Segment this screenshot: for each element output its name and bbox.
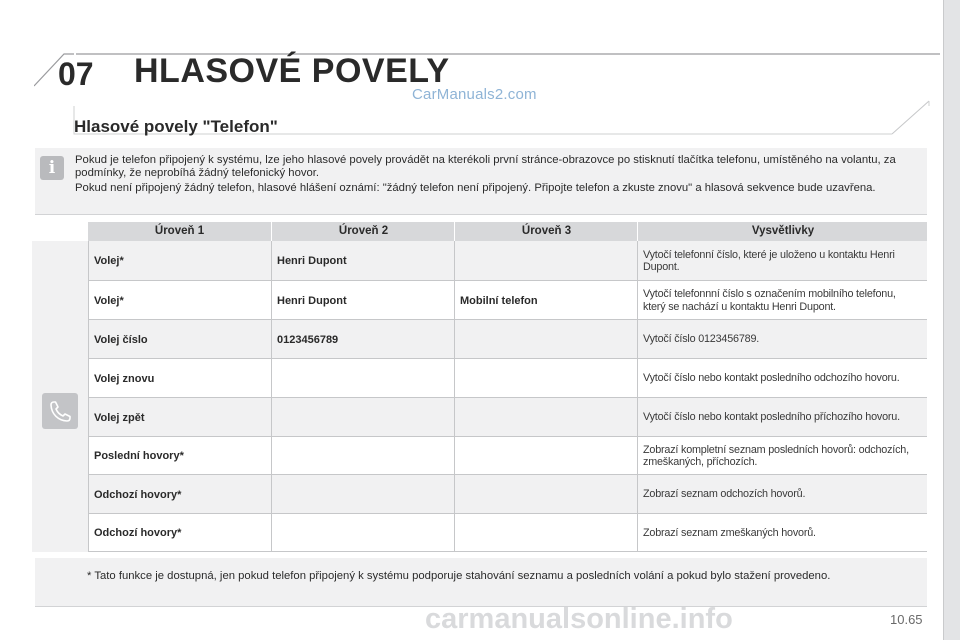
explanation-cell: Vytočí číslo nebo kontakt posledního příchozího hovoru. bbox=[643, 411, 900, 424]
level2-cell: Henri Dupont bbox=[277, 294, 347, 307]
page-number: 10.65 bbox=[890, 612, 923, 627]
watermark-text: CarManuals2.com bbox=[412, 86, 537, 103]
chapter-number: 07 bbox=[58, 56, 94, 92]
info-paragraph: Pokud není připojený žádný telefon, hlasové hlášení oznámí: "žádný telefon není připojený. Připojte telefon a zkuste znovu" a hlasová sekvence bude uzavřena. bbox=[75, 182, 876, 195]
explanation-cell: Vytočí telefonnní číslo s označením mobilního telefonu, který se nachází u kontaktu Henri Dupont. bbox=[643, 288, 896, 313]
level3-cell bbox=[460, 241, 630, 281]
level1-cell: Volej* bbox=[94, 294, 124, 307]
section-title: Hlasové povely "Telefon" bbox=[74, 117, 278, 136]
table-row bbox=[88, 514, 927, 552]
level3-cell: Mobilní telefon bbox=[460, 294, 538, 307]
column-divider bbox=[637, 241, 638, 552]
table-row bbox=[88, 398, 927, 437]
page-title: HLASOVÉ POVELY bbox=[134, 52, 450, 90]
table-header bbox=[88, 222, 927, 241]
table-row bbox=[88, 359, 927, 398]
column-divider bbox=[88, 241, 89, 552]
info-icon: i bbox=[40, 156, 64, 180]
level3-cell bbox=[460, 475, 630, 514]
level3-cell bbox=[460, 320, 630, 359]
footnote-box bbox=[35, 558, 927, 607]
table-row bbox=[88, 320, 927, 359]
table-row bbox=[88, 241, 927, 281]
column-header: Vysvětlivky bbox=[637, 222, 928, 241]
column-header: Úroveň 3 bbox=[454, 222, 638, 241]
column-header: Úroveň 2 bbox=[271, 222, 455, 241]
level2-cell bbox=[277, 475, 447, 514]
table-icon-column bbox=[32, 241, 88, 552]
level2-cell bbox=[277, 437, 447, 475]
level3-cell bbox=[460, 514, 630, 552]
explanation-cell: Zobrazí kompletní seznam posledních hovorů: odchozích, zmeškaných, příchozích. bbox=[643, 443, 909, 468]
table-row bbox=[88, 437, 927, 475]
explanation-cell: Zobrazí seznam zmeškaných hovorů. bbox=[643, 526, 816, 539]
level2-cell bbox=[277, 359, 447, 398]
voice-commands-table bbox=[32, 222, 927, 552]
column-divider bbox=[454, 241, 455, 552]
info-box bbox=[35, 148, 927, 215]
explanation-cell: Zobrazí seznam odchozích hovorů. bbox=[643, 488, 806, 501]
level1-cell: Volej číslo bbox=[94, 333, 148, 346]
level2-cell bbox=[277, 398, 447, 437]
explanation-cell: Vytočí telefonní číslo, které je uloženo u kontaktu Henri Dupont. bbox=[643, 248, 895, 273]
level3-cell bbox=[460, 359, 630, 398]
level1-cell: Poslední hovory* bbox=[94, 450, 184, 462]
level1-cell: Volej* bbox=[94, 255, 124, 267]
level1-cell: Odchozí hovory* bbox=[94, 527, 182, 539]
column-divider bbox=[271, 241, 272, 552]
level1-cell: Volej znovu bbox=[94, 372, 155, 385]
level2-cell: Henri Dupont bbox=[277, 255, 347, 267]
explanation-cell: Vytočí číslo 0123456789. bbox=[643, 333, 760, 346]
level2-cell bbox=[277, 514, 447, 552]
table-row bbox=[88, 475, 927, 514]
level2-cell: 0123456789 bbox=[277, 333, 339, 346]
level3-cell bbox=[460, 437, 630, 475]
column-header: Úroveň 1 bbox=[154, 225, 205, 237]
level3-cell bbox=[460, 398, 630, 437]
phone-icon bbox=[42, 393, 78, 429]
level1-cell: Volej zpět bbox=[94, 411, 145, 424]
info-text bbox=[75, 154, 915, 198]
footnote-text: * Tato funkce je dostupná, jen pokud telefon připojený k systému podporuje stahování seznamu a posledních volání a pokud bylo stažení provedeno. bbox=[87, 570, 831, 582]
bottom-watermark: carmanualsonline.info bbox=[425, 603, 733, 635]
info-paragraph: Pokud je telefon připojený k systému, lze jeho hlasové povely provádět na kterékoli první stránce-obrazovce po stisknutí tlačítka telefonu, umístěného na volantu, za podmínky, že neprobíhá žádný telefonický hovor. bbox=[75, 154, 896, 179]
explanation-cell: Vytočí číslo nebo kontakt posledního odchozího hovoru. bbox=[643, 372, 900, 385]
page-edge-strip bbox=[943, 0, 960, 640]
table-row bbox=[88, 281, 927, 320]
level1-cell: Odchozí hovory* bbox=[94, 488, 182, 501]
